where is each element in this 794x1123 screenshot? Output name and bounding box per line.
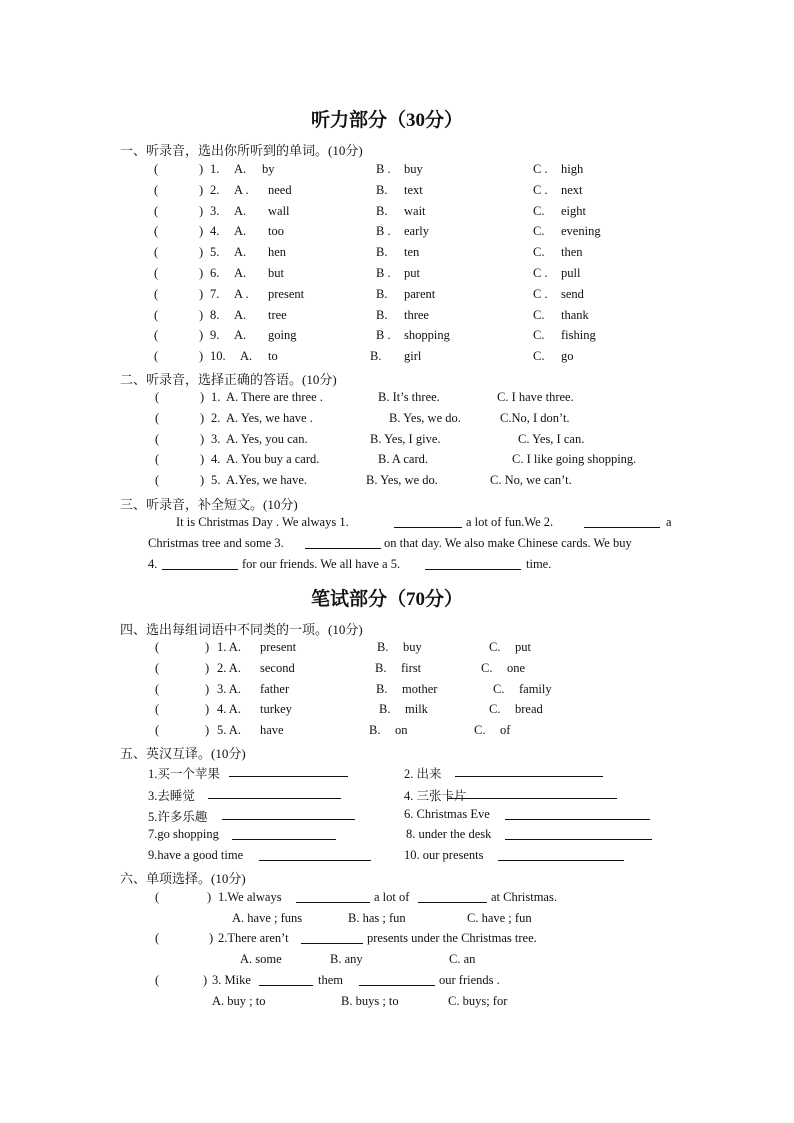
q2-stem-b: presents under the Christmas tree. [367, 931, 537, 945]
question-number: 2. [211, 411, 221, 425]
option-b-word[interactable]: parent [404, 287, 436, 301]
section-1-heading: 一、听录音，选出你所听到的单词。(10分) [120, 143, 363, 158]
passage-line-2b: on that day. We also make Chinese cards. We buy [384, 536, 632, 550]
option-c-label[interactable]: C. [533, 204, 545, 218]
answer-close-paren: ) [205, 723, 210, 737]
answer-close-paren: ) [205, 661, 210, 675]
question-number: 2. [210, 183, 220, 197]
listening-title: 听力部分（30分） [311, 110, 464, 131]
passage-line-1c: a [666, 515, 672, 529]
translation-blank-5[interactable] [222, 807, 355, 820]
option-c-word[interactable]: eight [561, 204, 586, 218]
option-c-label[interactable]: C. [533, 245, 545, 259]
question-number: 3. A. [217, 682, 241, 696]
answer-open-paren: ( [154, 328, 159, 342]
question-number: 1. A. [217, 640, 241, 654]
q3-blank-1[interactable] [259, 973, 313, 986]
option-b-word[interactable]: three [404, 308, 429, 322]
option-a-label[interactable]: A. [234, 266, 247, 280]
section-5-heading: 五、英汉互译。(10分) [120, 746, 246, 761]
answer-close-paren: ) [200, 411, 205, 425]
answer-close-paren: ) [199, 266, 204, 280]
translation-blank-7[interactable] [232, 827, 336, 840]
question-number: 4. [211, 452, 221, 466]
question-number: 5. [210, 245, 220, 259]
written-title: 笔试部分（70分） [311, 589, 464, 610]
option-c-word[interactable]: evening [561, 224, 601, 238]
option-b-label[interactable]: B. [376, 308, 388, 322]
option-a[interactable]: A. You buy a card. [226, 452, 320, 466]
translation-item-5: 5.许多乐趣 [148, 810, 208, 824]
passage-blank-3[interactable] [305, 536, 381, 549]
option-c-label[interactable]: C. [533, 328, 545, 342]
q2-stem-a: 2.There aren’t [218, 931, 289, 945]
translation-blank-10[interactable] [498, 848, 624, 861]
option-b-label[interactable]: B . [376, 328, 391, 342]
question-number: 6. [210, 266, 220, 280]
answer-open-paren: ( [155, 432, 160, 446]
option-a-word[interactable]: by [262, 162, 275, 176]
answer-open-paren: ( [154, 287, 159, 301]
option-c-word[interactable]: next [561, 183, 583, 197]
option-c-word[interactable]: one [507, 661, 526, 675]
question-number: 3. [210, 204, 220, 218]
question-number: 1. [210, 162, 220, 176]
answer-close-paren: ) [200, 432, 205, 446]
option-a-word[interactable]: going [268, 328, 297, 342]
option-c-label[interactable]: C. [481, 661, 493, 675]
answer-close-paren: ) [199, 287, 204, 301]
option-c-label[interactable]: C. [493, 682, 505, 696]
q2-blank-1[interactable] [301, 931, 363, 944]
option-a-label[interactable]: A. [234, 162, 247, 176]
section-4-heading: 四、选出每组词语中不同类的一项。(10分) [120, 622, 363, 637]
option-a-word[interactable]: turkey [260, 702, 292, 716]
option-a-word[interactable]: hen [268, 245, 287, 259]
option-b-word[interactable]: buy [404, 162, 423, 176]
option-a-word[interactable]: but [268, 266, 284, 280]
option-b-label[interactable]: B. [370, 349, 382, 363]
question-number: 8. [210, 308, 220, 322]
option-c-label[interactable]: C. [489, 640, 501, 654]
answer-close-paren: ) [200, 473, 205, 487]
translation-blank-1[interactable] [229, 764, 348, 777]
option-b[interactable]: B. It’s three. [378, 390, 440, 404]
answer-close-paren: ) [199, 328, 204, 342]
answer-open-paren: ( [155, 682, 160, 696]
option-b[interactable]: B. Yes, I give. [370, 432, 441, 446]
option-a[interactable]: A. Yes, we have . [226, 411, 313, 425]
answer-close-paren: ) [200, 452, 205, 466]
option-b-word[interactable]: shopping [404, 328, 450, 342]
option-a-word[interactable]: need [268, 183, 292, 197]
option-c-word[interactable]: bread [515, 702, 543, 716]
option-c-label[interactable]: C. [489, 702, 501, 716]
translation-blank-9[interactable] [259, 848, 371, 861]
answer-open-paren: ( [154, 183, 159, 197]
option-c-word[interactable]: of [500, 723, 511, 737]
q1-open-paren: ( [155, 890, 160, 904]
option-a-word[interactable]: present [260, 640, 297, 654]
option-b-word[interactable]: ten [404, 245, 420, 259]
option-c[interactable]: C.No, I don’t. [500, 411, 570, 425]
translation-item-9: 9.have a good time [148, 848, 244, 862]
passage-line-3b: for our friends. We all have a 5. [242, 557, 401, 571]
passage-blank-4[interactable] [162, 557, 238, 570]
answer-close-paren: ) [205, 640, 210, 654]
option-a[interactable]: A. There are three . [226, 390, 323, 404]
question-number: 1. [211, 390, 221, 404]
question-number: 3. [211, 432, 221, 446]
q1-stem-b: a lot of [374, 890, 410, 904]
translation-item-1: 1.买一个苹果 [148, 767, 220, 781]
option-b-label[interactable]: B . [376, 224, 391, 238]
option-c-word[interactable]: family [519, 682, 552, 696]
option-b-word[interactable]: girl [404, 349, 422, 363]
option-a[interactable]: A. Yes, you can. [226, 432, 308, 446]
passage-blank-5[interactable] [425, 557, 521, 570]
q2-option-a[interactable]: A. some [240, 952, 282, 966]
translation-item-6: 6. Christmas Eve [404, 807, 490, 821]
option-a-word[interactable]: to [268, 349, 278, 363]
option-b-word[interactable]: text [404, 183, 423, 197]
passage-blank-2[interactable] [584, 515, 660, 528]
option-b-word[interactable]: put [404, 266, 420, 280]
option-b-word[interactable]: first [401, 661, 422, 675]
option-c[interactable]: C. No, we can’t. [490, 473, 572, 487]
passage-line-1a: It is Christmas Day . We always 1. [176, 515, 349, 529]
option-c-label[interactable]: C. [474, 723, 486, 737]
q1-option-c[interactable]: C. have ; fun [467, 911, 532, 925]
answer-open-paren: ( [154, 224, 159, 238]
option-b-word[interactable]: on [395, 723, 408, 737]
translation-item-2: 2. 出来 [404, 767, 442, 781]
option-b-label[interactable]: B. [376, 682, 388, 696]
question-number: 7. [210, 287, 220, 301]
option-b-word[interactable]: wait [404, 204, 426, 218]
option-c-word[interactable]: put [515, 640, 531, 654]
option-a-word[interactable]: second [260, 661, 295, 675]
passage-line-3c: time. [526, 557, 552, 571]
answer-open-paren: ( [154, 162, 159, 176]
answer-close-paren: ) [199, 162, 204, 176]
translation-item-8: 8. under the desk [406, 827, 492, 841]
section-6-heading: 六、单项选择。(10分) [120, 871, 246, 886]
option-a-label[interactable]: A. [234, 245, 247, 259]
option-b-word[interactable]: early [404, 224, 429, 238]
option-c-word[interactable]: thank [561, 308, 589, 322]
option-c-word[interactable]: go [561, 349, 574, 363]
translation-item-7: 7.go shopping [148, 827, 219, 841]
q3-stem-b: them [318, 973, 343, 987]
option-c-word[interactable]: then [561, 245, 583, 259]
option-b[interactable]: B. Yes, we do. [366, 473, 438, 487]
section-2-heading: 二、听录音，选择正确的答语。(10分) [120, 372, 337, 387]
q1-stem-c: at Christmas. [491, 890, 557, 904]
option-a-label[interactable]: A. [234, 224, 247, 238]
question-number: 4. [210, 224, 220, 238]
option-c-word[interactable]: high [561, 162, 584, 176]
option-b-word[interactable]: mother [402, 682, 438, 696]
q3-close-paren: ) [203, 973, 208, 987]
q2-close-paren: ) [209, 931, 214, 945]
option-a-word[interactable]: tree [268, 308, 287, 322]
option-c-word[interactable]: pull [561, 266, 581, 280]
answer-open-paren: ( [155, 452, 160, 466]
q3-option-a[interactable]: A. buy ; to [212, 994, 266, 1008]
option-c-label[interactable]: C . [533, 183, 548, 197]
question-number: 10. [210, 349, 226, 363]
q2-option-b[interactable]: B. any [330, 952, 363, 966]
q3-option-b[interactable]: B. buys ; to [341, 994, 399, 1008]
option-c-label[interactable]: C . [533, 287, 548, 301]
q1-blank-1[interactable] [296, 890, 370, 903]
option-b-label[interactable]: B . [376, 162, 391, 176]
translation-blank-3[interactable] [208, 786, 341, 799]
option-a[interactable]: A.Yes, we have. [226, 473, 308, 487]
option-b-label[interactable]: B. [379, 702, 391, 716]
option-c[interactable]: C. I like going shopping. [512, 452, 637, 466]
option-c-label[interactable]: C. [533, 224, 545, 238]
question-number: 5. A. [217, 723, 241, 737]
q3-option-c[interactable]: C. buys; for [448, 994, 508, 1008]
translation-blank-2[interactable] [455, 764, 603, 777]
passage-blank-1[interactable] [394, 515, 462, 528]
question-number: 2. A. [217, 661, 241, 675]
option-a-word[interactable]: have [260, 723, 284, 737]
answer-close-paren: ) [205, 682, 210, 696]
option-a-label[interactable]: A. [234, 328, 247, 342]
section-3-heading: 三、听录音，补全短文。(10分) [120, 497, 298, 512]
passage-line-3a: 4. [148, 557, 158, 571]
option-a-word[interactable]: too [268, 224, 284, 238]
answer-open-paren: ( [155, 411, 160, 425]
answer-open-paren: ( [155, 390, 160, 404]
translation-item-10: 10. our presents [404, 848, 484, 862]
q1-close-paren: ) [207, 890, 212, 904]
answer-close-paren: ) [199, 224, 204, 238]
answer-open-paren: ( [154, 266, 159, 280]
question-number: 9. [210, 328, 220, 342]
translation-blank-8[interactable] [505, 827, 652, 840]
q3-stem-a: 3. Mike [212, 973, 251, 987]
option-b-label[interactable]: B. [376, 287, 388, 301]
translation-blank-6[interactable] [505, 807, 650, 820]
answer-close-paren: ) [199, 183, 204, 197]
q2-open-paren: ( [155, 931, 160, 945]
option-c-word[interactable]: fishing [561, 328, 596, 342]
option-b-label[interactable]: B. [376, 183, 388, 197]
answer-open-paren: ( [154, 245, 159, 259]
answer-open-paren: ( [155, 702, 160, 716]
q1-option-a[interactable]: A. have ; funs [232, 911, 303, 925]
translation-blank-4[interactable] [448, 786, 617, 799]
answer-open-paren: ( [155, 640, 160, 654]
passage-line-2a: Christmas tree and some 3. [148, 536, 284, 550]
option-b-label[interactable]: B. [375, 661, 387, 675]
option-c[interactable]: C. Yes, I can. [518, 432, 585, 446]
answer-open-paren: ( [155, 723, 160, 737]
question-number: 5. [211, 473, 221, 487]
answer-open-paren: ( [155, 473, 160, 487]
translation-item-4: 4. 三张卡片 [404, 789, 467, 803]
q1-stem-a: 1.We always [218, 890, 282, 904]
answer-open-paren: ( [155, 661, 160, 675]
option-a-word[interactable]: wall [268, 204, 290, 218]
answer-open-paren: ( [154, 349, 159, 363]
answer-open-paren: ( [154, 204, 159, 218]
passage-line-1b: a lot of fun.We 2. [466, 515, 554, 529]
option-a-label[interactable]: A. [240, 349, 253, 363]
option-b-label[interactable]: B. [376, 245, 388, 259]
option-b-word[interactable]: buy [403, 640, 422, 654]
q3-stem-c: our friends . [439, 973, 500, 987]
option-a-word[interactable]: father [260, 682, 290, 696]
option-b[interactable]: B. A card. [378, 452, 428, 466]
option-c-word[interactable]: send [561, 287, 584, 301]
option-c[interactable]: C. I have three. [497, 390, 574, 404]
answer-close-paren: ) [199, 204, 204, 218]
answer-close-paren: ) [199, 245, 204, 259]
option-b-word[interactable]: milk [405, 702, 428, 716]
q3-open-paren: ( [155, 973, 160, 987]
option-b-label[interactable]: B . [376, 266, 391, 280]
option-c-label[interactable]: C. [533, 349, 545, 363]
answer-close-paren: ) [199, 349, 204, 363]
answer-close-paren: ) [200, 390, 205, 404]
q3-blank-2[interactable] [359, 973, 435, 986]
option-a-label[interactable]: A. [234, 308, 247, 322]
answer-open-paren: ( [154, 308, 159, 322]
option-a-label[interactable]: A . [234, 183, 249, 197]
option-b-label[interactable]: B. [376, 204, 388, 218]
answer-close-paren: ) [199, 308, 204, 322]
option-c-label[interactable]: C . [533, 162, 548, 176]
option-c-label[interactable]: C. [533, 308, 545, 322]
q1-blank-2[interactable] [418, 890, 487, 903]
answer-close-paren: ) [205, 702, 210, 716]
option-b-label[interactable]: B. [377, 640, 389, 654]
option-b[interactable]: B. Yes, we do. [389, 411, 461, 425]
question-number: 4. A. [217, 702, 241, 716]
option-a-label[interactable]: A . [234, 287, 249, 301]
q2-option-c[interactable]: C. an [449, 952, 476, 966]
option-a-label[interactable]: A. [234, 204, 247, 218]
option-b-label[interactable]: B. [369, 723, 381, 737]
option-c-label[interactable]: C . [533, 266, 548, 280]
translation-item-3: 3.去睡觉 [148, 789, 195, 803]
q1-option-b[interactable]: B. has ; fun [348, 911, 406, 925]
option-a-word[interactable]: present [268, 287, 305, 301]
